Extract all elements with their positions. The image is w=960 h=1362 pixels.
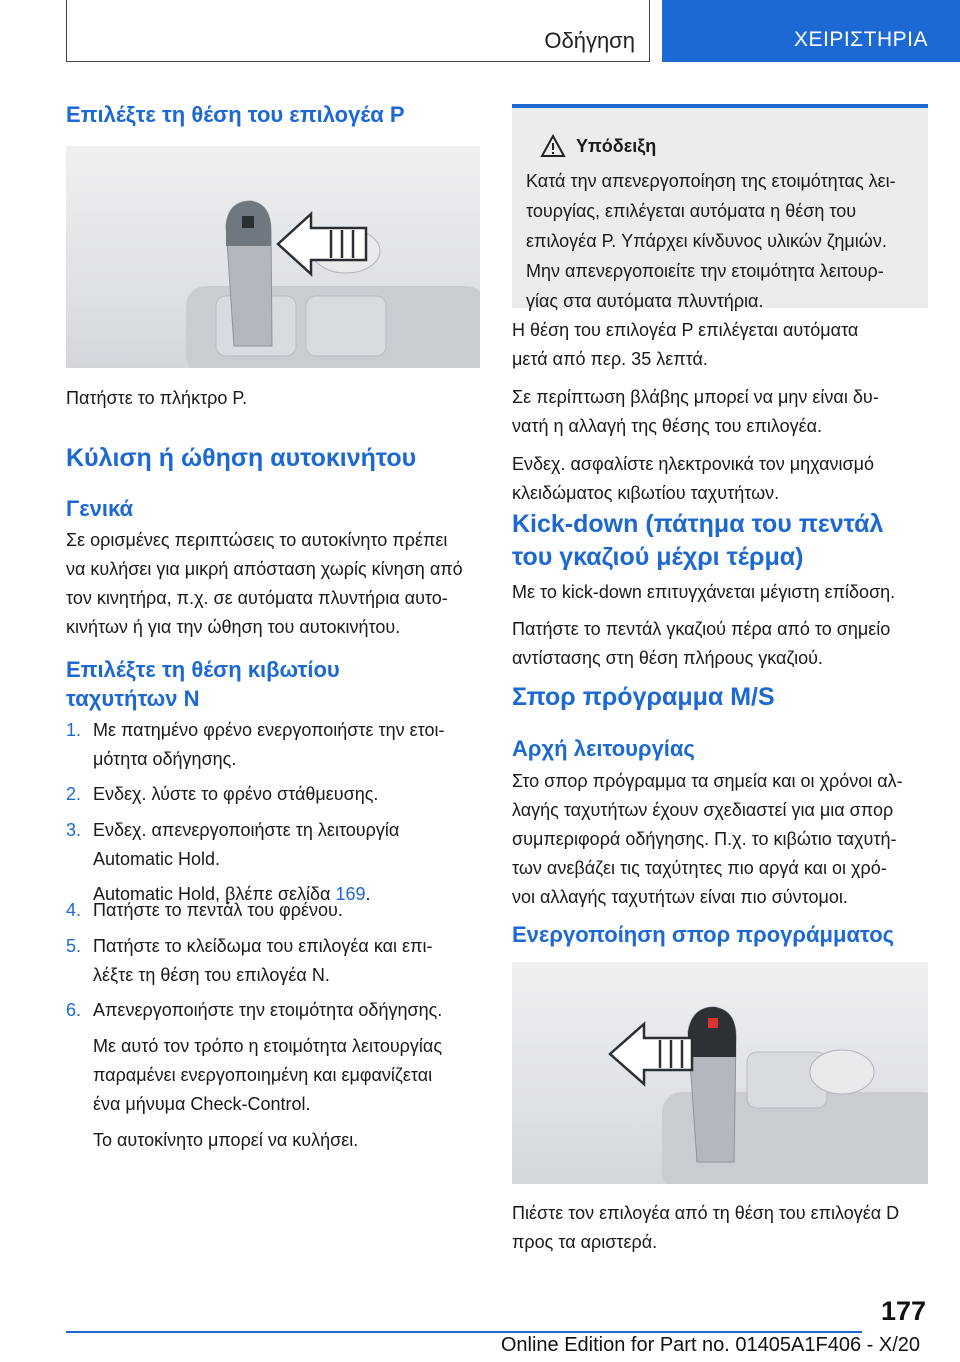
heading-select-p: Επιλέξτε τη θέση του επιλογέα P [66, 102, 405, 127]
heading-activate-sport: Ενεργοποίηση σπορ προγράμματος [512, 922, 895, 947]
step-text: μότητα οδήγησης. [93, 749, 237, 769]
step-number: 4. [66, 900, 82, 920]
caption-press-left-line: Πιέστε τον επιλογέα από τη θέση του επιλογέα D [512, 1203, 900, 1223]
kickdown-line: Με το kick-down επιτυγχάνεται μέγιστη επίδοση. [512, 582, 896, 602]
secure-line: Ενδεχ. ασφαλίστε ηλεκτρονικά τον μηχανισμό [512, 454, 875, 474]
kickdown-press-line: αντίστασης στη θέση πλήρους γκαζιού. [512, 648, 823, 668]
auto-p-line: μετά από περ. 35 λεπτά. [512, 349, 708, 369]
note-line: γίας στα αυτόματα πλυντήρια. [526, 291, 764, 311]
principle-line: των ανεβάζει τις ταχύτητες πιο αργά και οι χρό- [512, 858, 887, 878]
general-line: τον κινητήρα, π.χ. σε αυτόματα πλυντήρια αυτο- [66, 588, 448, 608]
step-number: 1. [66, 720, 82, 740]
caption-press-left-line: προς τα αριστερά. [512, 1232, 658, 1252]
principle-line: συμπεριφορά οδήγησης. Π.χ. το κιβώτιο ταχυτή- [512, 829, 897, 849]
note-line: τουργίας, επιλέγεται αυτόματα η θέση του [526, 201, 857, 221]
header-section-label: Οδήγηση [544, 28, 635, 53]
heading-kickdown-line1: Kick-down (πάτημα του πεντάλ [512, 510, 884, 538]
fault-line: Σε περίπτωση βλάβης μπορεί να μην είναι δυ- [512, 387, 879, 407]
heading-select-n-line2: ταχυτήτων N [66, 686, 200, 711]
caption-press-p: Πατήστε το πλήκτρο P. [66, 388, 248, 408]
step-note: Το αυτοκίνητο μπορεί να κυλήσει. [93, 1130, 359, 1150]
gear-selector-p-illustration [66, 146, 480, 368]
general-line: να κυλήσει για μικρή απόσταση χωρίς κίνηση από [66, 559, 463, 579]
header-chapter-tab [662, 0, 960, 62]
step-text: Ενδεχ. λύστε το φρένο στάθμευσης. [93, 784, 379, 804]
step-text: Πατήστε το κλείδωμα του επιλογέα και επι- [93, 936, 433, 956]
general-line: κινήτων ή για την ώθηση του αυτοκινήτου. [66, 617, 401, 637]
step-number: 6. [66, 1000, 82, 1020]
note-line: Κατά την απενεργοποίηση της ετοιμότητας λει- [526, 171, 896, 191]
header-chapter-label: ΧΕΙΡΙΣΤΗΡΙΑ [793, 28, 928, 51]
principle-line: λαγής ταχυτήτων έχουν σχεδιαστεί για μια σπορ [512, 800, 894, 820]
heading-kickdown-line2: του γκαζιού μέχρι τέρμα) [512, 543, 804, 571]
footer-edition: Online Edition for Part no. 01405A1F406 - X/20 [500, 1334, 920, 1356]
step-note: παραμένει ενεργοποιημένη και εμφανίζεται [93, 1065, 433, 1085]
step-reference-end: . [365, 884, 371, 904]
footer-divider [66, 1331, 862, 1333]
step-text: Ενδεχ. απενεργοποιήστε τη λειτουργία [93, 820, 400, 840]
fault-line: νατή η αλλαγή της θέσης του επιλογέα. [512, 416, 823, 436]
heading-sport-program: Σπορ πρόγραμμα M/S [512, 683, 775, 711]
principle-line: νοι αλλαγής ταχυτήτων είναι πιο σύντομοι. [512, 887, 848, 907]
heading-select-n-line1: Επιλέξτε τη θέση κιβωτίου [66, 657, 340, 682]
gear-selector-sport-illustration [512, 962, 928, 1184]
header-section-tab [66, 0, 650, 62]
general-line: Σε ορισμένες περιπτώσεις το αυτοκίνητο πρέπει [66, 530, 448, 550]
step-number: 3. [66, 820, 82, 840]
step-text: Απενεργοποιήστε την ετοιμότητα οδήγησης. [93, 1000, 443, 1020]
heading-general: Γενικά [66, 496, 134, 521]
note-line: Μην απενεργοποιείτε την ετοιμότητα λειτουρ- [526, 261, 884, 281]
note-body [526, 166, 926, 316]
note-box [512, 104, 928, 311]
warning-triangle-icon [540, 134, 566, 158]
heading-principle: Αρχή λειτουργίας [512, 736, 695, 761]
step-reference-text: Automatic Hold, βλέπε σελίδα [93, 884, 331, 904]
step-text: λέξτε τη θέση του επιλογέα N. [93, 965, 330, 985]
auto-p-line: Η θέση του επιλογέα P επιλέγεται αυτόματα [512, 320, 859, 340]
step-number: 2. [66, 784, 82, 804]
page-link-169[interactable]: 169 [335, 884, 366, 904]
principle-line: Στο σπορ πρόγραμμα τα σημεία και οι χρόνοι αλ- [512, 771, 903, 791]
note-line: επιλογέα P. Υπάρχει κίνδυνος υλικών ζημιών. [526, 231, 887, 251]
heading-rolling: Κύλιση ή ώθηση αυτοκινήτου [66, 444, 417, 472]
step-note: Με αυτό τον τρόπο η ετοιμότητα λειτουργίας [93, 1036, 443, 1056]
gear-selector-p-image [66, 146, 480, 368]
note-title: Υπόδειξη [576, 136, 657, 156]
step-text: Automatic Hold. [93, 849, 221, 869]
step-number: 5. [66, 936, 82, 956]
step-note: ένα μήνυμα Check-Control. [93, 1094, 311, 1114]
gear-selector-sport-image [512, 962, 928, 1184]
kickdown-press-line: Πατήστε το πεντάλ γκαζιού πέρα από το σημείο [512, 619, 891, 639]
page-number: 177 [880, 1296, 926, 1326]
step-text: Με πατημένο φρένο ενεργοποιήστε την ετοι- [93, 720, 445, 740]
step-text: Πατήστε το πεντάλ του φρένου. [93, 900, 343, 920]
secure-line: κλειδώματος κιβωτίου ταχυτήτων. [512, 483, 780, 503]
